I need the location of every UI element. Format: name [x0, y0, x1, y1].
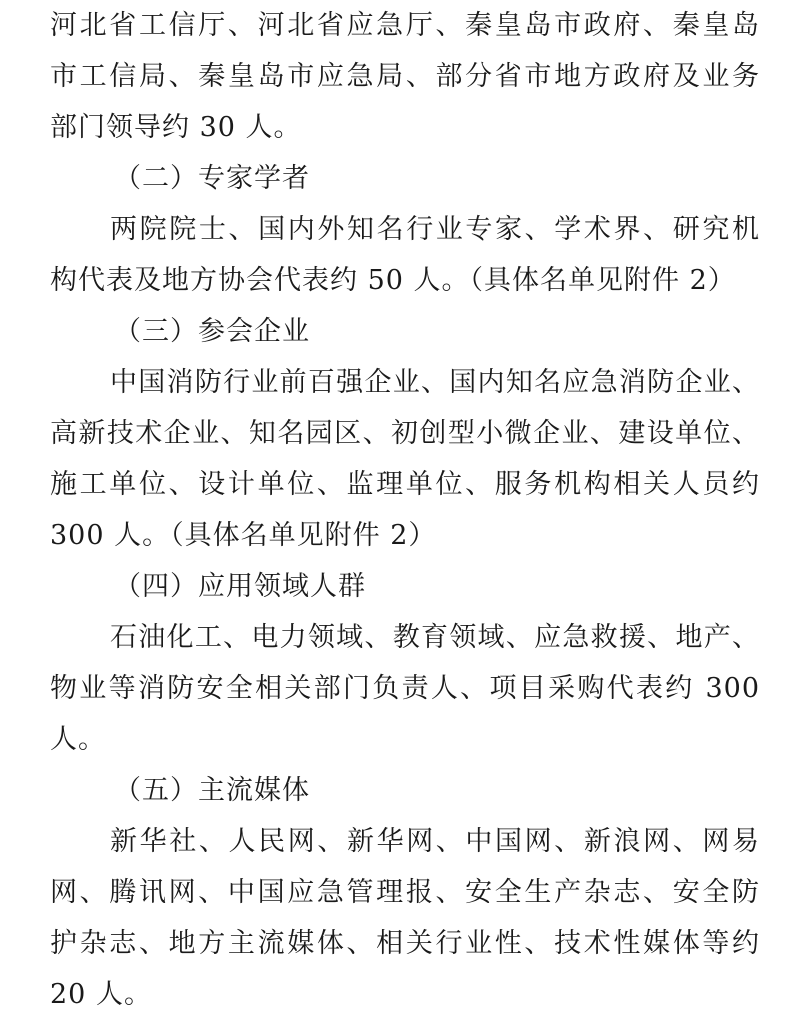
paragraph-government-line-2: 市工信局、秦皇岛市应急局、部分省市地方政府及业务 — [50, 61, 760, 92]
section-heading-enterprises: （三）参会企业 — [114, 316, 310, 347]
section-heading-media: （五）主流媒体 — [114, 775, 310, 806]
paragraph-media-line-1: 新华社、人民网、新华网、中国网、新浪网、网易 — [110, 826, 760, 857]
paragraph-media-line-3: 护杂志、地方主流媒体、相关行业性、技术性媒体等约 — [50, 928, 760, 959]
paragraph-government-line-1: 河北省工信厅、河北省应急厅、秦皇岛市政府、秦皇岛 — [50, 10, 760, 41]
paragraph-media-line-2: 网、腾讯网、中国应急管理报、安全生产杂志、安全防 — [50, 877, 760, 908]
paragraph-experts-line-1: 两院院士、国内外知名行业专家、学术界、研究机 — [110, 214, 760, 245]
paragraph-application-line-1: 石油化工、电力领域、教育领域、应急救援、地产、 — [110, 622, 760, 653]
paragraph-enterprises-line-4: 300 人。（具体名单见附件 2） — [50, 520, 437, 551]
document-page — [50, 0, 760, 1020]
paragraph-application-line-2: 物业等消防安全相关部门负责人、项目采购代表约 300 — [50, 673, 760, 704]
paragraph-application-line-3: 人。 — [50, 724, 106, 755]
paragraph-experts-line-2: 构代表及地方协会代表约 50 人。（具体名单见附件 2） — [50, 265, 736, 296]
paragraph-enterprises-line-1: 中国消防行业前百强企业、国内知名应急消防企业、 — [110, 367, 760, 398]
paragraph-enterprises-line-3: 施工单位、设计单位、监理单位、服务机构相关人员约 — [50, 469, 760, 500]
paragraph-government-line-3: 部门领导约 30 人。 — [50, 112, 302, 143]
paragraph-media-line-4: 20 人。 — [50, 979, 152, 1010]
section-heading-experts: （二）专家学者 — [114, 163, 310, 194]
section-heading-application-fields: （四）应用领域人群 — [114, 571, 366, 602]
paragraph-enterprises-line-2: 高新技术企业、知名园区、初创型小微企业、建设单位、 — [50, 418, 760, 449]
